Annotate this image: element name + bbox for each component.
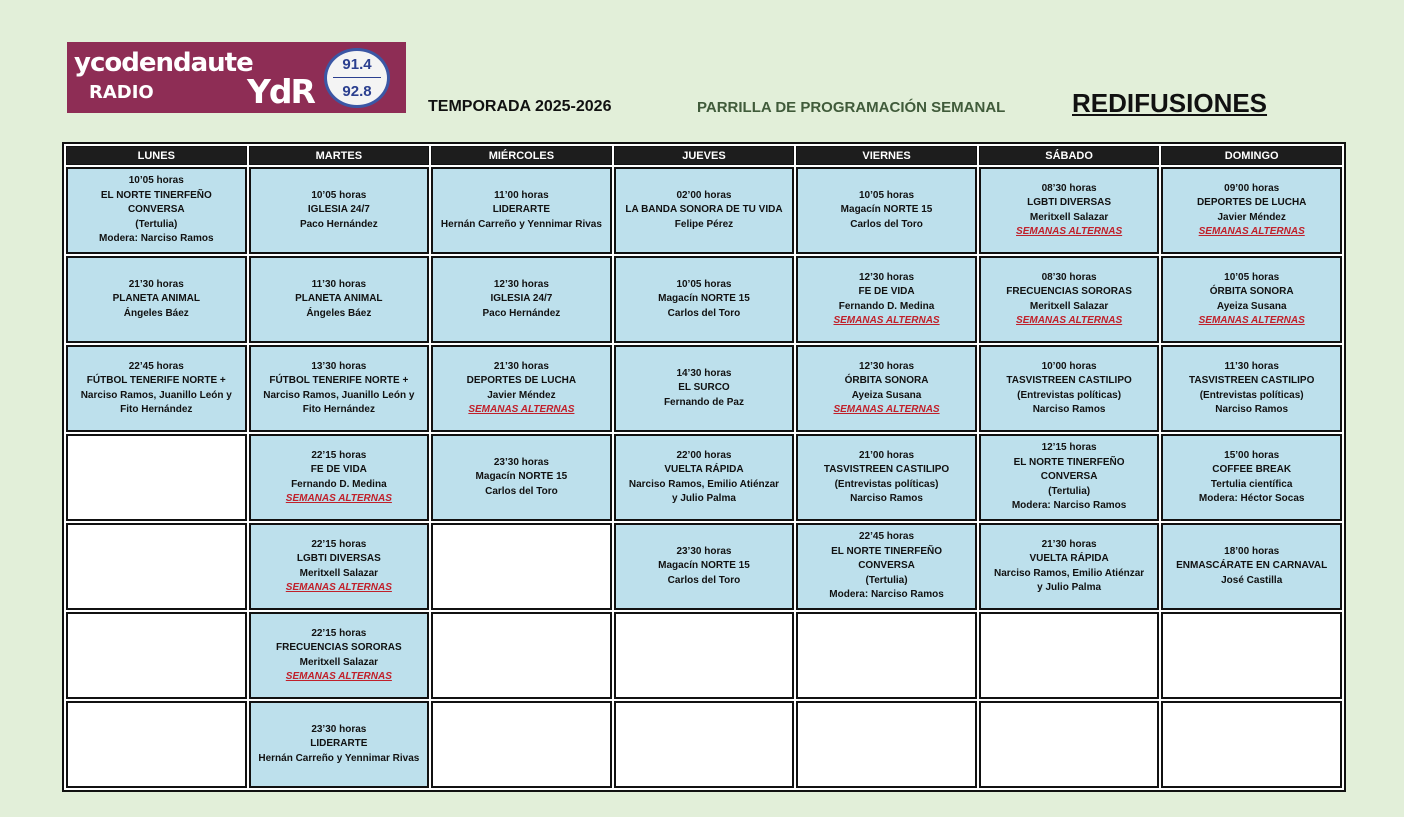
schedule-row — [66, 701, 1342, 788]
program-cell — [66, 256, 247, 343]
program-title: IGLESIA 24/7 — [490, 293, 553, 305]
program-time: 12’30 horas — [859, 271, 915, 283]
program-detail: Meritxell Salazar — [1029, 300, 1109, 312]
program-cell — [1161, 167, 1342, 254]
program-title: Magacín NORTE 15 — [658, 293, 750, 305]
program-title: LGBTI DIVERSAS — [1027, 197, 1112, 208]
program-title: ÓRBITA SONORA — [1209, 286, 1294, 297]
program-detail: Modera: Narciso Ramos — [99, 233, 214, 245]
program-time: 08’30 horas — [1041, 271, 1097, 283]
alternate-weeks-note: SEMANAS ALTERNAS — [1198, 226, 1305, 237]
program-cell — [614, 523, 795, 610]
program-detail: Meritxell Salazar — [299, 567, 379, 579]
program-detail: Modera: Narciso Ramos — [1011, 500, 1127, 512]
program-title: LGBTI DIVERSAS — [296, 553, 381, 564]
program-cell — [979, 256, 1160, 343]
program-detail: Fernando de Paz — [663, 396, 744, 408]
program-cell — [249, 434, 430, 521]
program-title: COFFEE BREAK — [1212, 464, 1292, 475]
program-cell — [979, 345, 1160, 432]
logo-name: ycodendaute — [74, 48, 253, 78]
program-detail: Paco Hernández — [482, 307, 561, 319]
program-time: 12’30 horas — [859, 360, 915, 372]
program-detail: Javier Méndez — [1217, 211, 1286, 223]
program-time: 11’30 horas — [1224, 360, 1279, 372]
program-title: EL SURCO — [678, 382, 730, 394]
alternate-weeks-note: SEMANAS ALTERNAS — [1016, 226, 1123, 237]
program-detail: Ángeles Báez — [306, 307, 372, 319]
empty-cell — [1161, 701, 1342, 788]
program-cell — [796, 523, 977, 610]
program-time: 10’05 horas — [1224, 271, 1280, 283]
program-detail: (Entrevistas políticas) — [1199, 389, 1304, 401]
program-detail: Fernando D. Medina — [291, 478, 387, 490]
program-time: 12’30 horas — [493, 278, 549, 290]
program-time: 22’45 horas — [859, 531, 915, 543]
empty-cell — [66, 434, 247, 521]
program-time: 10’05 horas — [859, 189, 915, 201]
program-detail: Narciso Ramos, Emilio Atiénzar — [628, 478, 780, 490]
program-detail: y Julio Palma — [1037, 582, 1102, 593]
program-title: Magacín NORTE 15 — [840, 204, 933, 216]
program-detail: Narciso Ramos — [1215, 404, 1289, 415]
program-title: DEPORTES DE LUCHA — [1196, 197, 1307, 208]
program-cell — [249, 256, 430, 343]
schedule-table — [62, 142, 1346, 792]
program-time: 23’30 horas — [493, 456, 549, 468]
program-title: Magacín NORTE 15 — [658, 560, 750, 572]
program-title: FRECUENCIAS SORORAS — [276, 642, 402, 653]
schedule-row — [66, 523, 1342, 610]
program-cell — [979, 167, 1160, 254]
program-time: 11’00 horas — [494, 189, 549, 201]
program-detail: Ángeles Báez — [123, 307, 189, 319]
program-time: 21’00 horas — [859, 449, 915, 461]
program-cell — [431, 256, 612, 343]
program-detail: Carlos del Toro — [485, 485, 558, 497]
program-title: LIDERARTE — [310, 738, 368, 750]
program-detail: Carlos del Toro — [667, 307, 741, 319]
program-title: VUELTA RÁPIDA — [664, 464, 744, 475]
program-time: 21’30 horas — [493, 360, 549, 372]
empty-cell — [614, 701, 795, 788]
schedule-row — [66, 434, 1342, 521]
program-time: 14’30 horas — [676, 367, 732, 379]
frequency-badge — [324, 48, 390, 108]
day-header-row — [66, 146, 1342, 165]
schedule-row — [66, 167, 1342, 254]
empty-cell — [1161, 612, 1342, 699]
program-cell — [796, 434, 977, 521]
program-title: FÚTBOL TENERIFE NORTE + — [269, 375, 409, 386]
logo-mark: YdR — [247, 72, 314, 111]
program-title: VUELTA RÁPIDA — [1029, 553, 1109, 564]
program-detail: y Julio Palma — [672, 493, 736, 504]
program-title: ÓRBITA SONORA — [844, 375, 929, 386]
program-title: LIDERARTE — [492, 204, 551, 216]
program-time: 15’00 horas — [1224, 449, 1280, 461]
program-title: FE DE VIDA — [858, 286, 915, 297]
empty-cell — [431, 612, 612, 699]
day-header: MARTES — [249, 146, 430, 165]
program-time: 22’00 horas — [676, 449, 732, 461]
empty-cell — [796, 612, 977, 699]
program-title: EL NORTE TINERFEÑO CONVERSA — [1013, 456, 1125, 483]
program-title: PLANETA ANIMAL — [112, 293, 200, 305]
program-detail: Narciso Ramos — [1032, 404, 1106, 415]
program-cell — [1161, 523, 1342, 610]
program-cell — [979, 434, 1160, 521]
program-time: 10’05 horas — [311, 189, 367, 201]
program-detail: Felipe Pérez — [674, 218, 734, 230]
program-cell — [249, 701, 430, 788]
program-title: TASVISTREEN CASTILIPO — [823, 464, 950, 475]
program-title: FRECUENCIAS SORORAS — [1006, 286, 1132, 297]
program-cell — [614, 434, 795, 521]
program-title: PLANETA ANIMAL — [295, 293, 383, 305]
program-detail: (Entrevistas políticas) — [834, 478, 939, 490]
program-detail: Ayeiza Susana — [1216, 300, 1287, 312]
empty-cell — [66, 523, 247, 610]
program-cell — [431, 434, 612, 521]
program-detail: (Tertulia) — [1048, 485, 1091, 497]
program-time: 22’15 horas — [311, 449, 367, 461]
program-time: 22’45 horas — [128, 360, 184, 372]
alternate-weeks-note: SEMANAS ALTERNAS — [285, 582, 392, 593]
empty-cell — [979, 612, 1160, 699]
program-time: 13’30 horas — [311, 360, 367, 372]
logo-sub: RADIO — [89, 82, 154, 103]
program-cell — [249, 523, 430, 610]
program-title: TASVISTREEN CASTILIPO — [1188, 375, 1315, 386]
program-detail: Narciso Ramos, Juanillo León y — [263, 389, 415, 401]
frequency-divider — [333, 77, 381, 78]
program-cell — [1161, 434, 1342, 521]
program-time: 11’30 horas — [311, 278, 367, 290]
alternate-weeks-note: SEMANAS ALTERNAS — [833, 315, 940, 326]
frequency-1: 91.4 — [342, 56, 372, 73]
program-cell — [614, 256, 795, 343]
program-title: FE DE VIDA — [310, 464, 367, 475]
program-detail: Hernán Carreño y Yennimar Rivas — [258, 752, 420, 764]
program-time: 10’00 horas — [1041, 360, 1097, 372]
program-cell — [431, 345, 612, 432]
frequency-2: 92.8 — [342, 83, 372, 100]
empty-cell — [796, 701, 977, 788]
program-cell — [249, 167, 430, 254]
program-time: 23’30 horas — [311, 723, 367, 735]
program-detail: Fernando D. Medina — [838, 300, 935, 312]
program-detail: Narciso Ramos, Emilio Atiénzar — [993, 567, 1145, 579]
program-detail: Fito Hernández — [302, 404, 375, 415]
empty-cell — [431, 523, 612, 610]
program-detail: Narciso Ramos, Juanillo León y — [80, 389, 232, 401]
program-title: LA BANDA SONORA DE TU VIDA — [625, 204, 783, 216]
program-time: 23’30 horas — [676, 545, 732, 557]
alternate-weeks-note: SEMANAS ALTERNAS — [468, 404, 575, 415]
program-detail: Ayeiza Susana — [851, 389, 922, 401]
day-header: SÁBADO — [979, 146, 1160, 165]
day-header: LUNES — [66, 146, 247, 165]
program-title: EL NORTE TINERFEÑO CONVERSA — [831, 545, 942, 572]
program-detail: Paco Hernández — [299, 218, 378, 230]
program-detail: Narciso Ramos — [850, 493, 923, 504]
alternate-weeks-note: SEMANAS ALTERNAS — [285, 493, 392, 504]
program-title: ENMASCÁRATE EN CARNAVAL — [1176, 560, 1328, 572]
empty-cell — [614, 612, 795, 699]
empty-cell — [66, 612, 247, 699]
alternate-weeks-note: SEMANAS ALTERNAS — [285, 671, 392, 682]
program-detail: (Tertulia) — [135, 218, 178, 230]
program-cell — [249, 345, 430, 432]
day-header: DOMINGO — [1161, 146, 1342, 165]
program-time: 10’05 horas — [128, 175, 184, 187]
program-time: 09’00 horas — [1224, 182, 1280, 194]
schedule-row — [66, 345, 1342, 432]
station-logo — [67, 42, 406, 113]
program-time: 21’30 horas — [1041, 538, 1097, 550]
program-detail: Fito Hernández — [120, 404, 193, 415]
program-detail: Meritxell Salazar — [299, 656, 379, 668]
program-detail: Tertulia científica — [1210, 478, 1293, 490]
program-detail: Modera: Héctor Socas — [1198, 493, 1305, 504]
program-cell — [431, 167, 612, 254]
program-cell — [1161, 345, 1342, 432]
program-time: 12’15 horas — [1041, 442, 1097, 454]
program-title: DEPORTES DE LUCHA — [466, 375, 577, 386]
empty-cell — [431, 701, 612, 788]
alternate-weeks-note: SEMANAS ALTERNAS — [1198, 315, 1305, 326]
empty-cell — [66, 701, 247, 788]
program-detail: Javier Méndez — [487, 389, 556, 401]
program-cell — [1161, 256, 1342, 343]
schedule-row — [66, 256, 1342, 343]
day-header: JUEVES — [614, 146, 795, 165]
program-title: IGLESIA 24/7 — [307, 204, 370, 216]
program-cell — [614, 167, 795, 254]
alternate-weeks-note: SEMANAS ALTERNAS — [833, 404, 940, 415]
program-cell — [66, 345, 247, 432]
program-detail: José Castilla — [1221, 574, 1283, 586]
program-detail: Meritxell Salazar — [1029, 211, 1109, 223]
program-time: 22’15 horas — [311, 538, 367, 550]
program-title: Magacín NORTE 15 — [475, 471, 568, 483]
program-detail: (Entrevistas políticas) — [1017, 389, 1122, 401]
program-time: 08’30 horas — [1041, 182, 1097, 194]
program-detail: Carlos del Toro — [850, 218, 923, 230]
season-title: TEMPORADA 2025-2026 — [428, 98, 612, 115]
section-title: REDIFUSIONES — [1072, 88, 1268, 118]
program-detail: Carlos del Toro — [667, 574, 741, 586]
program-cell — [614, 345, 795, 432]
program-title: FÚTBOL TENERIFE NORTE + — [86, 375, 226, 386]
program-cell — [66, 167, 247, 254]
program-time: 18’00 horas — [1224, 545, 1280, 557]
program-title: EL NORTE TINERFEÑO CONVERSA — [100, 189, 212, 216]
program-detail: (Tertulia) — [865, 574, 908, 586]
program-cell — [796, 256, 977, 343]
day-header: VIERNES — [796, 146, 977, 165]
program-cell — [796, 167, 977, 254]
program-cell — [796, 345, 977, 432]
program-time: 10’05 horas — [676, 278, 732, 290]
program-title: TASVISTREEN CASTILIPO — [1006, 375, 1132, 386]
alternate-weeks-note: SEMANAS ALTERNAS — [1016, 315, 1123, 326]
program-time: 21’30 horas — [128, 278, 184, 290]
program-time: 22’15 horas — [311, 627, 367, 639]
schedule-row — [66, 612, 1342, 699]
program-time: 02’00 horas — [676, 189, 732, 201]
schedule-body — [66, 167, 1342, 788]
program-detail: Modera: Narciso Ramos — [829, 589, 944, 601]
day-header: MIÉRCOLES — [431, 146, 612, 165]
grid-title: PARRILLA DE PROGRAMACIÓN SEMANAL — [697, 99, 1006, 116]
empty-cell — [979, 701, 1160, 788]
program-detail: Hernán Carreño y Yennimar Rivas — [440, 218, 602, 230]
program-cell — [249, 612, 430, 699]
program-cell — [979, 523, 1160, 610]
